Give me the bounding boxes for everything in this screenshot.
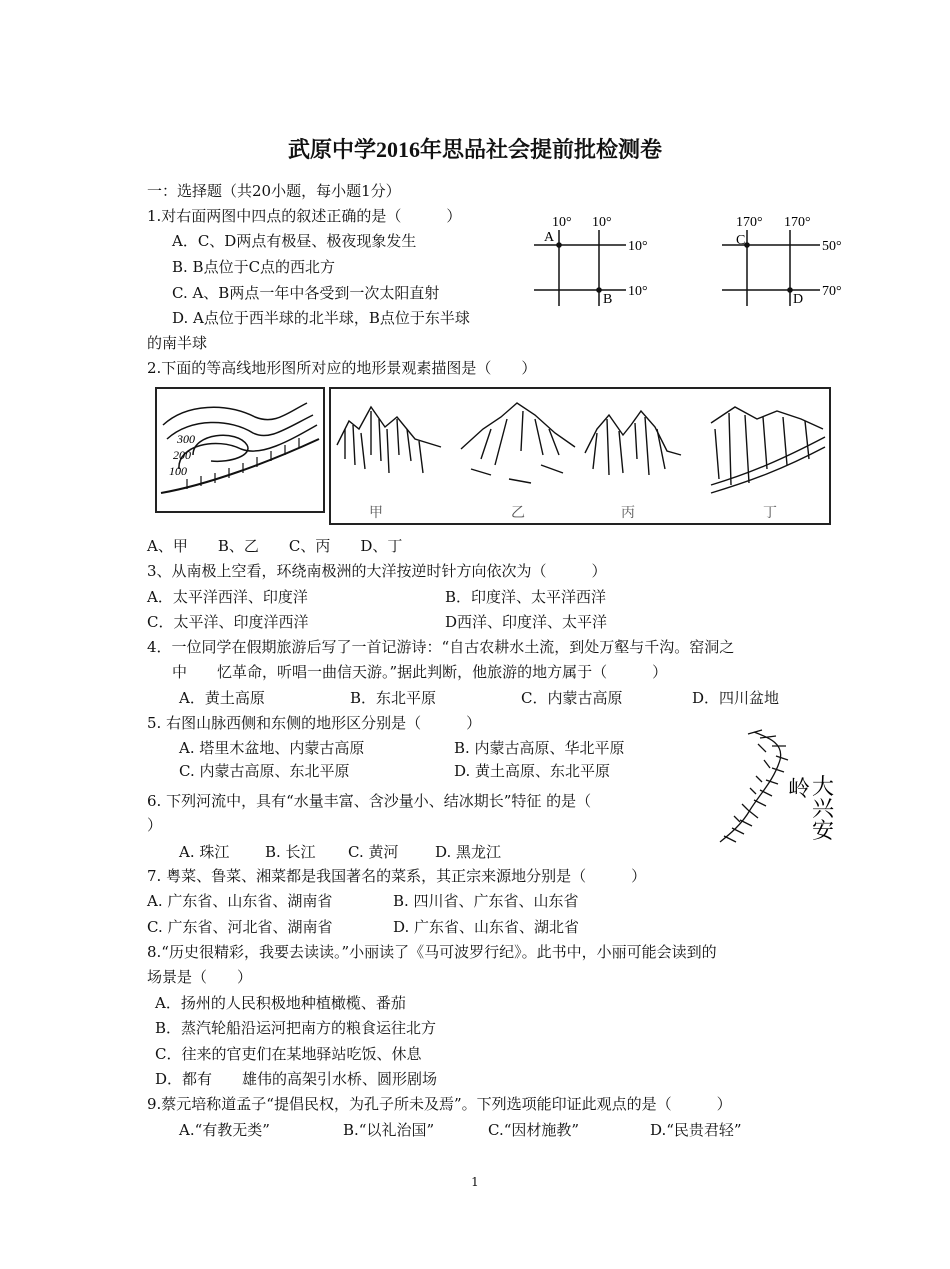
q7-option-d: D. 广东省、山东省、湖北省	[393, 918, 580, 936]
q1-stem: 1.对右面两图中四点的叙述正确的是（ ）	[147, 207, 462, 225]
q1-option-d: D. A点位于西半球的北半球，B点位于东半球	[172, 309, 470, 327]
q4-option-a: A．黄土高原	[179, 689, 265, 707]
q2-options: A、甲 B、乙 C、丙 D、丁	[147, 537, 403, 555]
fig1-lon-label: 10°	[552, 215, 572, 230]
fig1-lat-label: 10°	[628, 284, 648, 299]
q5-stem: 5. 右图山脉西侧和东侧的地形区分别是（ ）	[147, 714, 482, 732]
q8-option-c: C．往来的官吏们在某地驿站吃饭、休息	[155, 1045, 422, 1063]
fig2-lat-label: 50°	[822, 239, 842, 254]
mountain-name-char: 大	[812, 774, 835, 799]
contour-label: 100	[169, 464, 187, 478]
q6-stem-cont: ）	[147, 816, 163, 834]
q1-option-a: A．C、D两点有极昼、极夜现象发生	[172, 232, 417, 250]
fig2-lat-label: 70°	[822, 284, 842, 299]
contour-map-drawing	[157, 389, 323, 511]
q9-stem: 9.蔡元培称道孟子“提倡民权，为孔子所未及焉”。下列选项能印证此观点的是（ ）	[147, 1095, 732, 1113]
sketch-label: 丙	[621, 506, 635, 521]
contour-label: 300	[177, 432, 195, 446]
q2-stem: 2.下面的等高线地形图所对应的地形景观素描图是（ ）	[147, 359, 537, 377]
q6-option-b: B. 长江	[265, 843, 316, 861]
q9-option-c: C.“因材施教”	[488, 1121, 580, 1139]
sketch-label: 丁	[763, 506, 777, 521]
q8-option-d: D．都有 雄伟的高架引水桥、圆形剧场	[155, 1070, 438, 1088]
sketch-label: 甲	[369, 506, 383, 521]
q1-grid-figure-2	[718, 206, 858, 314]
q1-grid-figure-1	[530, 206, 670, 314]
contour-label: 200	[173, 448, 191, 462]
landscape-sketches	[329, 387, 831, 525]
q5-option-d: D. 黄土高原、东北平原	[454, 762, 611, 780]
q4-option-b: B．东北平原	[350, 689, 437, 707]
q7-option-a: A. 广东省、山东省、湖南省	[147, 892, 333, 910]
q3-stem: 3、从南极上空看，环绕南极洲的大洋按逆时针方向依次为（ ）	[147, 562, 607, 580]
q8-stem: 8.“历史很精彩，我要去读读。”小丽读了《马可波罗行纪》。此书中，小丽可能会读到的	[147, 943, 717, 961]
point-b-label: B	[603, 292, 613, 307]
q5-option-b: B. 内蒙古高原、华北平原	[454, 739, 625, 757]
contour-map	[155, 387, 325, 513]
q4-option-c: C．内蒙古高原	[521, 689, 623, 707]
fig1-lat-label: 10°	[628, 239, 648, 254]
q9-option-b: B.“以礼治国”	[343, 1121, 435, 1139]
q1-option-b: B. B点位于C点的西北方	[172, 258, 336, 276]
q3-option-d: D西洋、印度洋、太平洋	[445, 613, 608, 631]
q3-option-b: B．印度洋、太平洋西洋	[445, 588, 607, 606]
q5-option-a: A. 塔里木盆地、内蒙古高原	[179, 739, 365, 757]
q9-option-a: A.“有教无类”	[179, 1121, 270, 1139]
point-a-label: A	[544, 230, 555, 245]
page-number: 1	[471, 1175, 479, 1189]
point-c-label: C	[736, 233, 746, 248]
mountain-name-char: 安	[812, 818, 835, 843]
mountain-name-char: 岭	[788, 776, 811, 801]
q6-option-c: C. 黄河	[348, 843, 399, 861]
q8-stem-cont: 场景是（ ）	[147, 968, 253, 986]
q9-option-d: D.“民贵君轻”	[650, 1121, 742, 1139]
mountain-name-char: 兴	[812, 796, 835, 821]
q4-stem-cont: 中 忆革命，听唱一曲信天游。”据此判断，他旅游的地方属于（ ）	[172, 663, 668, 681]
mountain-range-map	[714, 724, 842, 848]
q3-option-c: C．太平洋、印度洋西洋	[147, 613, 309, 631]
sketch-label: 乙	[511, 506, 525, 521]
q1-option-d-cont: 的南半球	[147, 334, 208, 352]
fig2-lon-label: 170°	[736, 215, 763, 230]
q3-option-a: A．太平洋西洋、印度洋	[147, 588, 308, 606]
q7-option-c: C. 广东省、河北省、湖南省	[147, 918, 333, 936]
q6-option-d: D. 黑龙江	[435, 843, 502, 861]
q8-option-a: A．扬州的人民积极地种植橄榄、番茄	[155, 994, 406, 1012]
landscape-drawing	[331, 389, 829, 523]
page-title: 武原中学2016年思品社会提前批检测卷	[287, 137, 662, 162]
q5-option-c: C. 内蒙古高原、东北平原	[179, 762, 350, 780]
q6-option-a: A. 珠江	[179, 843, 230, 861]
point-d-label: D	[793, 292, 804, 307]
q1-option-c: C. A、B两点一年中各受到一次太阳直射	[172, 284, 440, 302]
fig1-lon-label: 10°	[592, 215, 612, 230]
fig2-lon-label: 170°	[784, 215, 811, 230]
q7-stem: 7. 粤菜、鲁菜、湘菜都是我国著名的菜系，其正宗来源地分别是（ ）	[147, 867, 647, 885]
q4-option-d: D．四川盆地	[692, 689, 780, 707]
q8-option-b: B．蒸汽轮船沿运河把南方的粮食运往北方	[155, 1019, 437, 1037]
q6-stem: 6. 下列河流中，具有“水量丰富、含沙量小、结冰期长”特征 的是（	[147, 792, 592, 810]
section-heading: 一：选择题（共20小题，每小题1分）	[147, 182, 401, 200]
q4-stem: 4．一位同学在假期旅游后写了一首记游诗：“自古农耕水土流，到处万壑与千沟。窑洞之	[147, 638, 735, 656]
q7-option-b: B. 四川省、广东省、山东省	[393, 892, 579, 910]
